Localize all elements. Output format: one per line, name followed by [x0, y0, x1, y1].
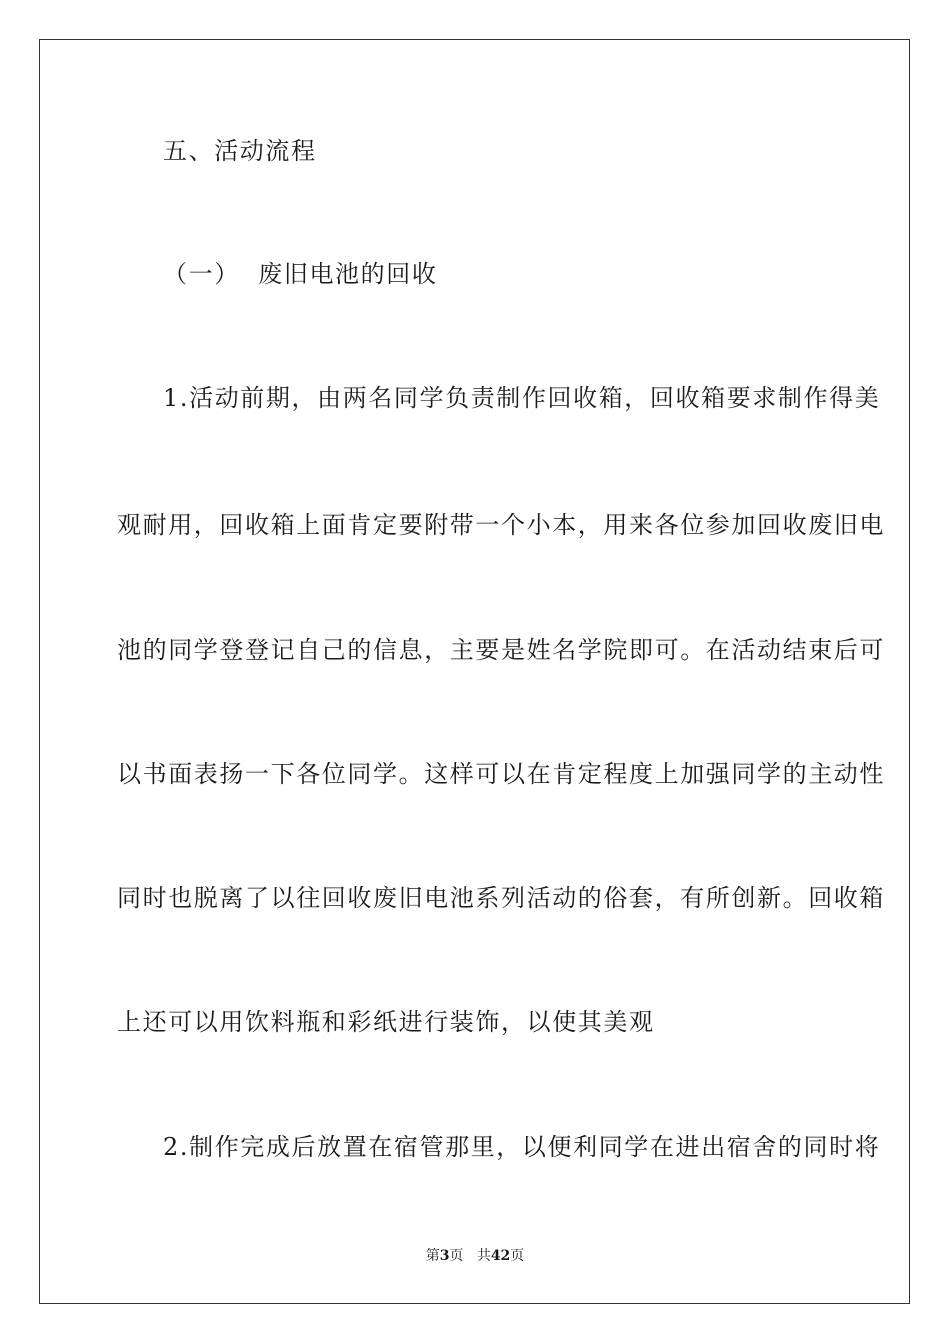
paragraph-line-5: 同时也脱离了以往回收废旧电池系列活动的俗套，有所创新。回收箱	[117, 884, 885, 912]
paragraph-line-2: 观耐用，回收箱上面肯定要附带一个小本，用来各位参加回收废旧电	[117, 511, 885, 539]
footer-page-number: 3	[439, 1248, 450, 1264]
footer-page-suffix: 页	[449, 1248, 464, 1264]
footer-total-prefix: 共	[476, 1248, 491, 1264]
paragraph-line-6: 上还可以用饮料瓶和彩纸进行装饰，以使其美观	[117, 1008, 655, 1036]
footer-total-pages: 42	[490, 1248, 511, 1264]
page-footer	[0, 1247, 950, 1265]
footer-total-suffix: 页	[510, 1248, 525, 1264]
footer-page-prefix: 第	[425, 1248, 440, 1264]
paragraph-line-3: 池的同学登登记自己的信息，主要是姓名学院即可。在活动结束后可	[117, 636, 885, 664]
page-border	[39, 39, 910, 1304]
subsection-heading: （一） 废旧电池的回收	[163, 260, 438, 288]
paragraph-line-1: 1.活动前期，由两名同学负责制作回收箱，回收箱要求制作得美	[163, 384, 881, 412]
paragraph-line-4: 以书面表扬一下各位同学。这样可以在肯定程度上加强同学的主动性	[117, 760, 885, 788]
paragraph-line-7: 2.制作完成后放置在宿管那里，以便利同学在进出宿舍的同时将	[163, 1133, 881, 1161]
section-heading: 五、活动流程	[163, 137, 317, 165]
